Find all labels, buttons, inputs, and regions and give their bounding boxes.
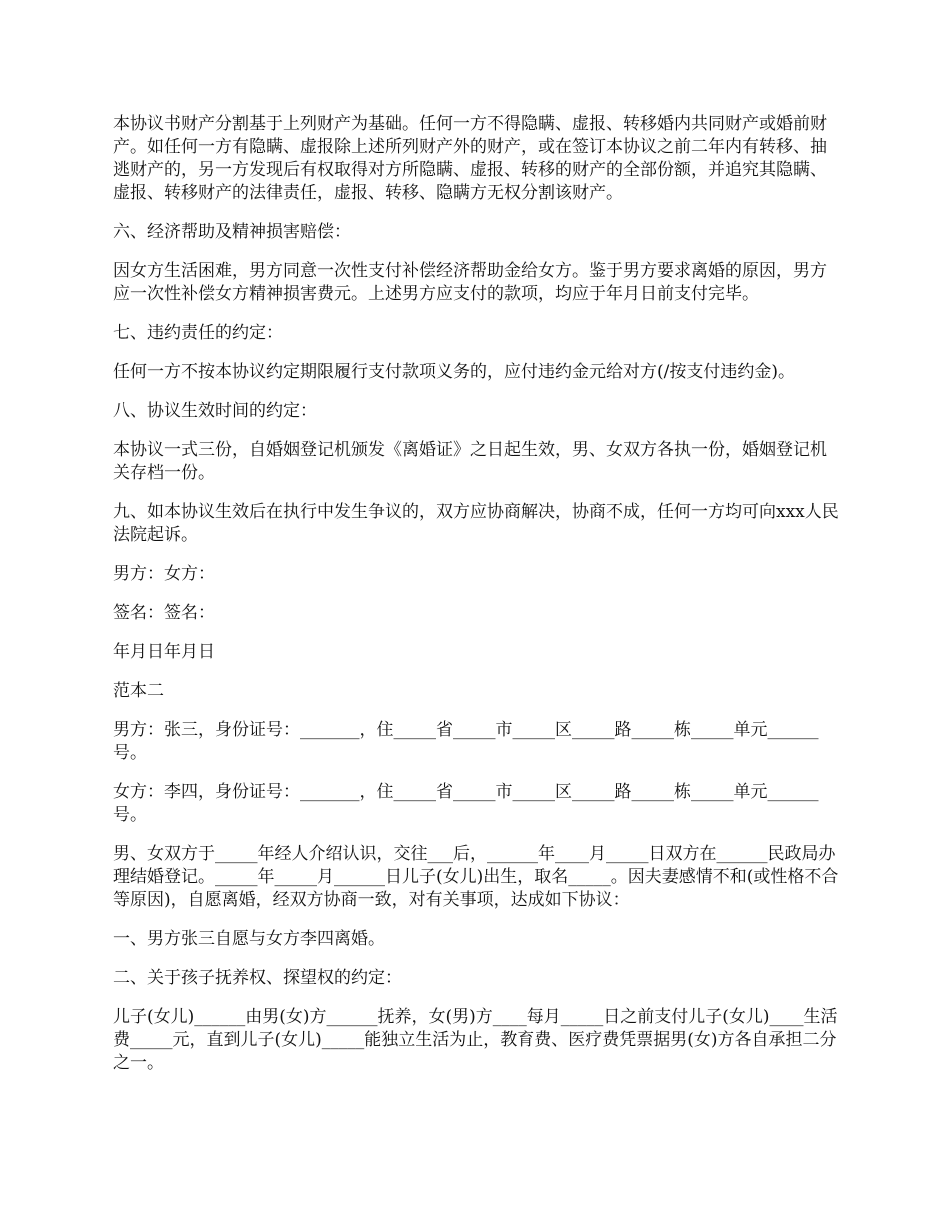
document-body xyxy=(113,113,843,1091)
heading-economic-aid: 六、经济帮助及精神损害赔偿： xyxy=(113,222,351,242)
paragraph-asset-declaration: 本协议书财产分割基于上列财产为基础。任何一方不得隐瞒、虚报、转移婚内共同财产或婚前财产。如任何一方有隐瞒、虚报除上述所列财产外的财产，或在签订本协议之前二年内有转移、抽逃财产的，另一方发现后有权取得对方所隐瞒、虚报、转移的财产的全部份额，并追究其隐瞒、虚报、转移财产的法律责任，虚报、转移、隐瞒方无权分割该财产。 xyxy=(113,114,827,203)
heading-effective-time: 八、协议生效时间的约定： xyxy=(113,401,317,421)
paragraph-effective-time: 本协议一式三份，自婚姻登记机颁发《离婚证》之日起生效，男、女双方各执一份，婚姻登记机关存档一份。 xyxy=(113,440,827,483)
signature-date-line: 年月日年月日 xyxy=(113,642,215,662)
clause-divorce-consent: 一、男方张三自愿与女方李四离婚。 xyxy=(113,929,385,949)
heading-custody: 二、关于孩子抚养权、探望权的约定： xyxy=(113,968,402,988)
paragraph-economic-aid: 因女方生活困难，男方同意一次性支付补偿经济帮助金给女方。鉴于男方要求离婚的原因，男方应一次性补偿女方精神损害费元。上述男方应支付的款项，均应于年月日前支付完毕。 xyxy=(113,261,827,304)
paragraph-male-party: 男方：张三，身份证号：_______，住_____省_____市_____区_____路_____栋_____单元______号。 xyxy=(113,720,819,763)
template-two-title: 范本二 xyxy=(113,681,164,701)
paragraph-female-party: 女方：李四，身份证号：_______，住_____省_____市_____区_____路_____栋_____单元______号。 xyxy=(113,782,819,825)
paragraph-marriage-background: 男、女双方于_____年经人介绍认识，交往___后，______年____月_____日双方在______民政局办理结婚登记。_____年_____月______日儿子(女儿)出生，取名_____。因夫妻感情不和(或性格不合等原因)，自愿离婚，经双方协商一致，对有关事项，达成如下协议： xyxy=(113,844,839,910)
paragraph-dispute-resolution: 九、如本协议生效后在执行中发生争议的，双方应协商解决，协商不成，任何一方均可向xxx人民法院起诉。 xyxy=(113,502,839,545)
paragraph-custody: 儿子(女儿)______由男(女)方______抚养，女(男)方____每月_____日之前支付儿子(女儿)____生活费_____元，直到儿子(女儿)_____能独立生活为止，教育费、医疗费凭票据男(女)方各自承担二分之一。 xyxy=(113,1007,838,1073)
signature-sign-line: 签名：签名： xyxy=(113,603,215,623)
signature-parties-line: 男方：女方： xyxy=(113,564,215,584)
paragraph-breach-liability: 任何一方不按本协议约定期限履行支付款项义务的，应付违约金元给对方(/按支付违约金)。 xyxy=(113,362,795,382)
heading-breach-liability: 七、违约责任的约定： xyxy=(113,323,283,343)
